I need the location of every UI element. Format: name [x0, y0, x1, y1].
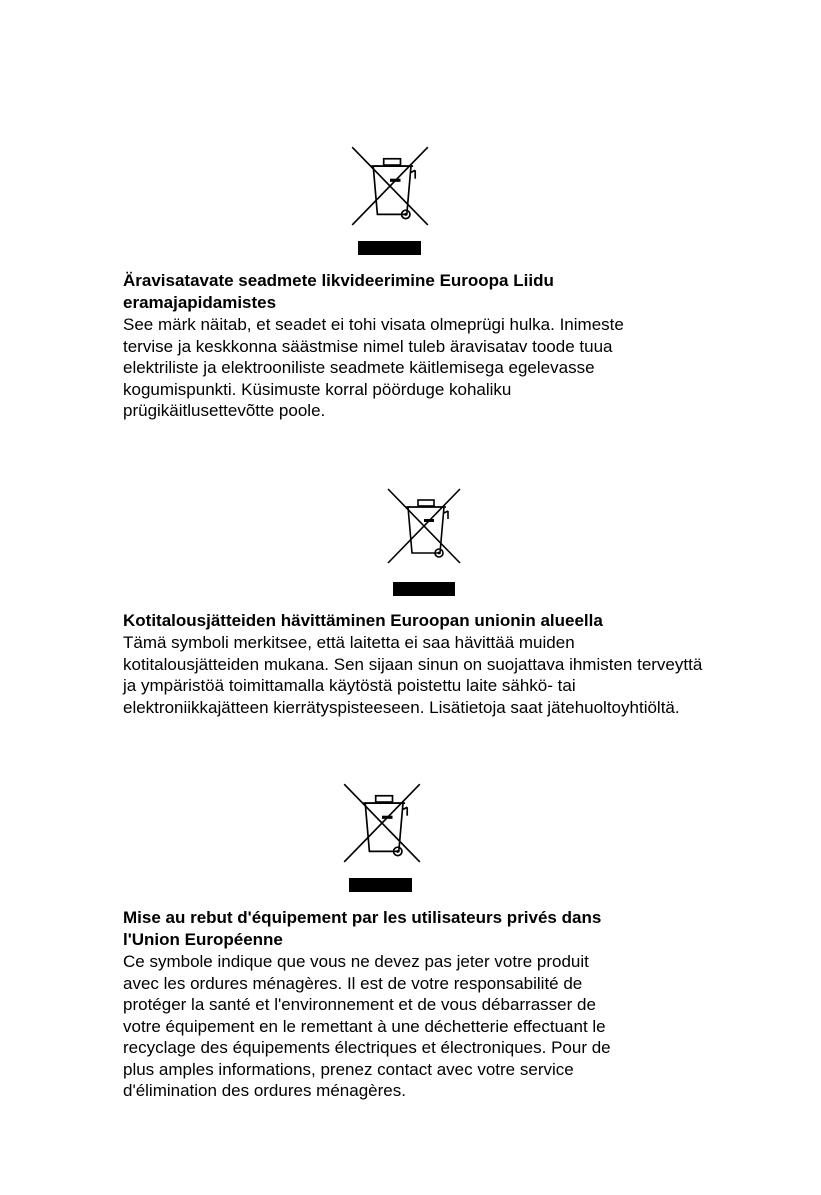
separator-bar	[349, 878, 412, 892]
crossed-out-wheelie-bin-icon	[384, 483, 464, 567]
section-body: Ce symbole indique que vous ne devez pas jeter votre produit avec les ordures ménagères. Il est de votre responsabilité de protéger la santé et l'environnement et de vous débarrasser de votre équipement en le remettant à une déchetterie effectuant le recyclage des équipements électriques et électroniques. Pour de plus amples informations, prenez contact avec votre service d'élimination des ordures ménagères.	[123, 952, 611, 1100]
section-body: See märk näitab, et seadet ei tohi visata olmeprügi hulka. Inimeste tervise ja keskkonna säästmise nimel tuleb äravisatav toode tuua elektriliste ja elektrooniliste seadmete käitlemisega egelevasse kogumispunkti. Küsimuste korral pöörduge kohaliku prügikäitlusettevõtte poole.	[123, 315, 624, 420]
section-estonian	[123, 270, 743, 422]
section-french	[123, 907, 743, 1102]
section-finnish	[123, 610, 803, 718]
crossed-out-wheelie-bin-icon	[340, 780, 424, 864]
separator-bar	[358, 241, 421, 255]
section-body: Tämä symboli merkitsee, että laitetta ei saa hävittää muiden kotitalousjätteiden mukana. Sen sijaan sinun on suojattava ihmisten terveyttä ja ympäristöä toimittamalla käytöstä poistettu laite sähkö- tai elektroniikkajätteen kierrätyspisteeseen. Lisätietoja saat jätehuoltoyhtiöltä.	[123, 633, 703, 717]
crossed-out-wheelie-bin-icon	[348, 143, 432, 227]
section-title: Kotitalousjätteiden hävittäminen Euroopan unionin alueella	[123, 611, 603, 630]
section-title: Mise au rebut d'équipement par les utilisateurs privés dans l'Union Européenne	[123, 908, 602, 949]
section-title: Äravisatavate seadmete likvideerimine Euroopa Liidu eramajapidamistes	[123, 271, 554, 312]
separator-bar	[393, 582, 455, 596]
